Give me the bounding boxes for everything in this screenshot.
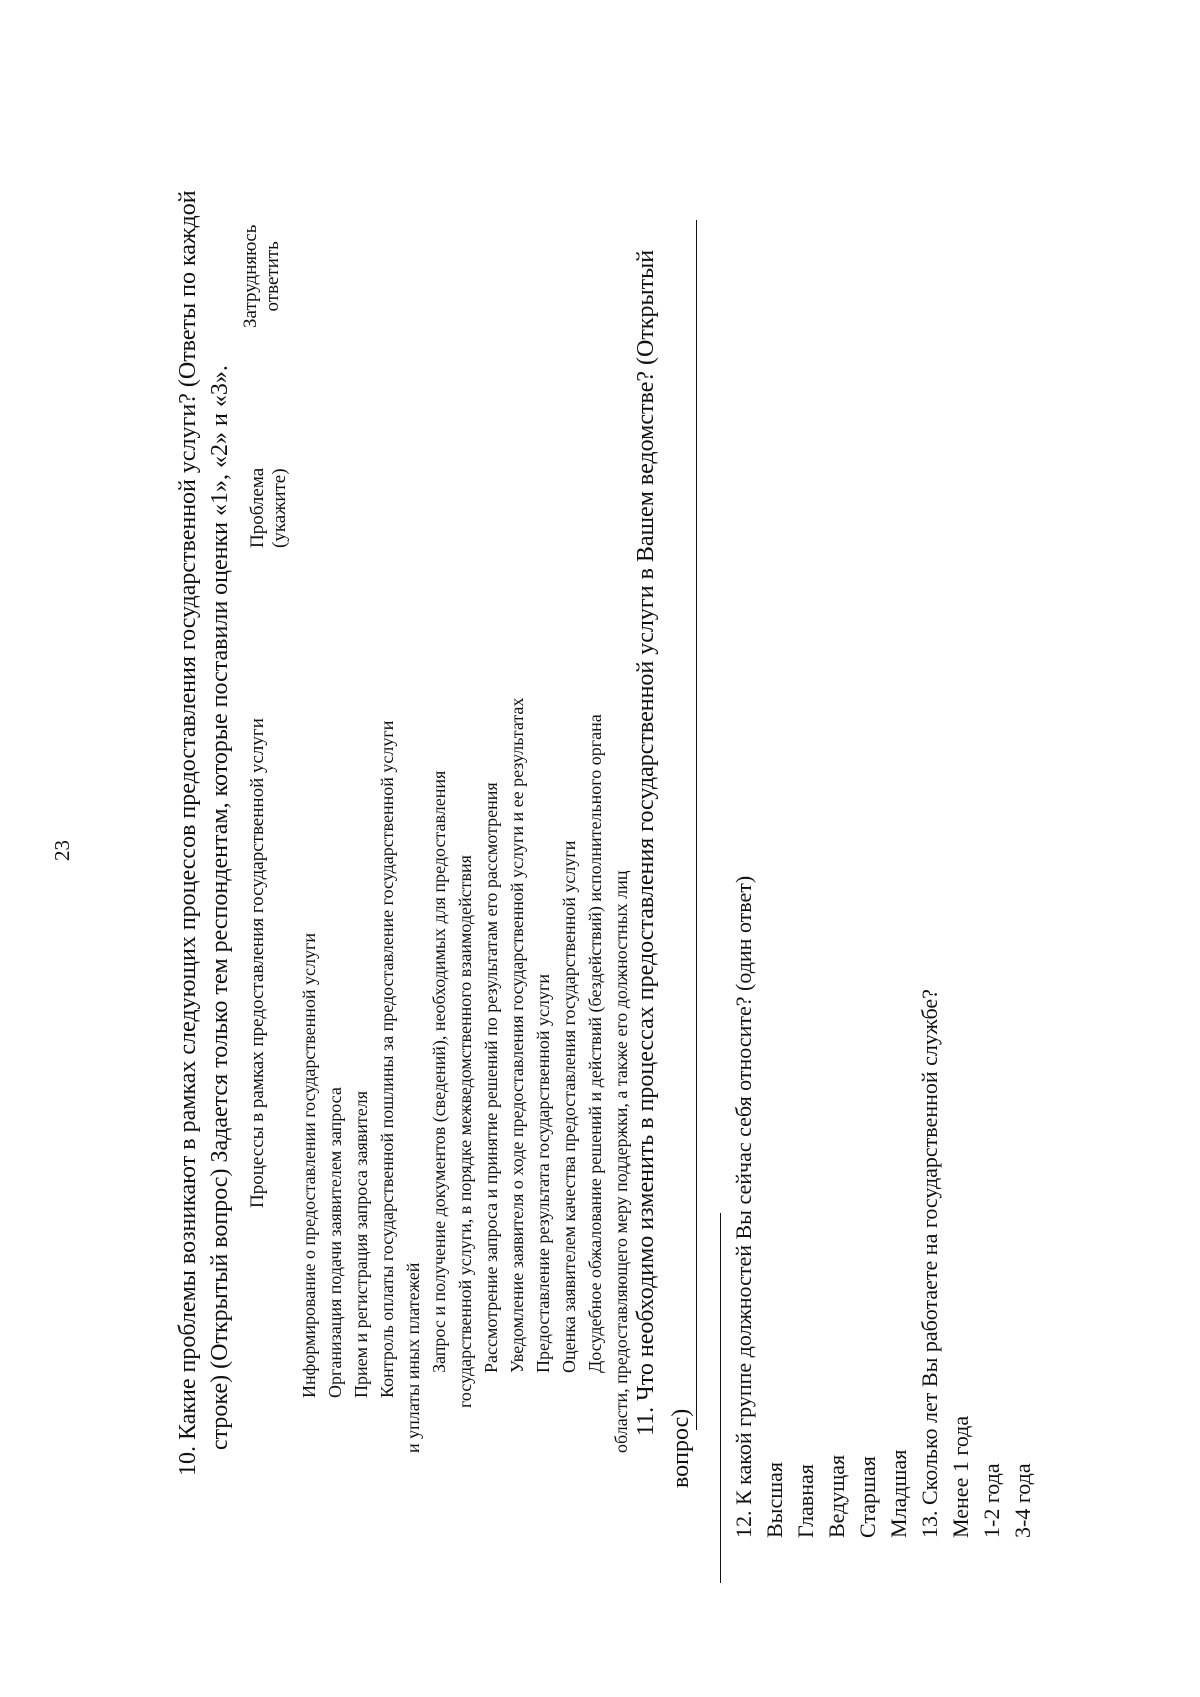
question-12-title: 12. К какой группе должностей Вы сейчас себя относите? (один ответ) [731, 875, 756, 1538]
process-item: Организация подачи заявителем запроса [325, 1087, 345, 1398]
process-item: Уведомление заявителя о ходе предоставления государственной услуги и ее результатах [507, 697, 527, 1373]
divider-line [720, 1213, 721, 1583]
rotated-page-content [0, 48, 1200, 1648]
answer-line [696, 220, 697, 1430]
column-header-problem [247, 468, 291, 548]
process-item: Оценка заявителем качества предоставления государственной услуги [559, 840, 579, 1373]
column-header-problem-line-2: (укажите) [269, 468, 290, 548]
option-item: Ведущая [824, 1454, 849, 1538]
process-item-continuation: государственной услуги, в порядке межведомственного взаимодействия [455, 855, 475, 1408]
column-header-problem-line-1: Проблема [247, 467, 268, 548]
option-item: 1-2 года [979, 1463, 1004, 1538]
option-item: Менее 1 года [948, 1415, 973, 1538]
column-header-difficult-line-2: ответить [262, 241, 283, 312]
process-list [296, 697, 634, 1453]
option-item: Главная [793, 1464, 818, 1538]
process-item-continuation: области, предоставляющего меру поддержки, а также его должностных лиц [611, 870, 631, 1453]
option-item: Младшая [886, 1449, 911, 1538]
questions-12-13 [728, 876, 1038, 1538]
question-11-line-1: 11. Что необходимо изменить в процессах предоставления государственной услуги в Вашем ведомстве? (Открытый [633, 249, 659, 1436]
column-header-processes: Процессы в рамках предоставления государственной услуги [247, 718, 268, 1208]
process-item-continuation: и уплаты иных платежей [403, 1262, 423, 1453]
option-item: Старшая [855, 1456, 880, 1538]
page-number: 23 [50, 840, 74, 861]
process-item: Запрос и получение документов (сведений), необходимых для предоставления [429, 770, 449, 1373]
option-item: 3-4 года [1010, 1463, 1035, 1538]
option-item: Высшая [762, 1461, 787, 1538]
column-header-difficult [240, 225, 284, 328]
process-item: Информирование о предоставлении государственной услуги [299, 932, 319, 1398]
process-item: Рассмотрение запроса и принятие решений по результатам его рассмотрения [481, 782, 501, 1373]
question-10-line-1: 10. Какие проблемы возникают в рамках следующих процессов предоставления государственной услуги? (Ответы по каждой [175, 190, 201, 1476]
process-item: Контроль оплаты государственной пошлины за предоставление государственной услуги [377, 720, 397, 1398]
process-item: Досудебное обжалование решений и действий (бездействий) исполнительного органа [585, 714, 605, 1373]
question-13-title: 13. Сколько лет Вы работаете на государственной службе? [917, 989, 942, 1538]
process-item: Прием и регистрация запроса заявителя [351, 1090, 371, 1398]
question-11-line-2: вопрос) [668, 1408, 694, 1488]
question-10-line-2: строке) (Открытый вопрос) Задается только тем респондентам, которые поставили оценки «1», «2» и «3». [207, 365, 233, 1450]
process-item: Предоставление результата государственной услуги [533, 973, 553, 1373]
column-header-difficult-line-1: Затрудняюсь [240, 224, 261, 328]
